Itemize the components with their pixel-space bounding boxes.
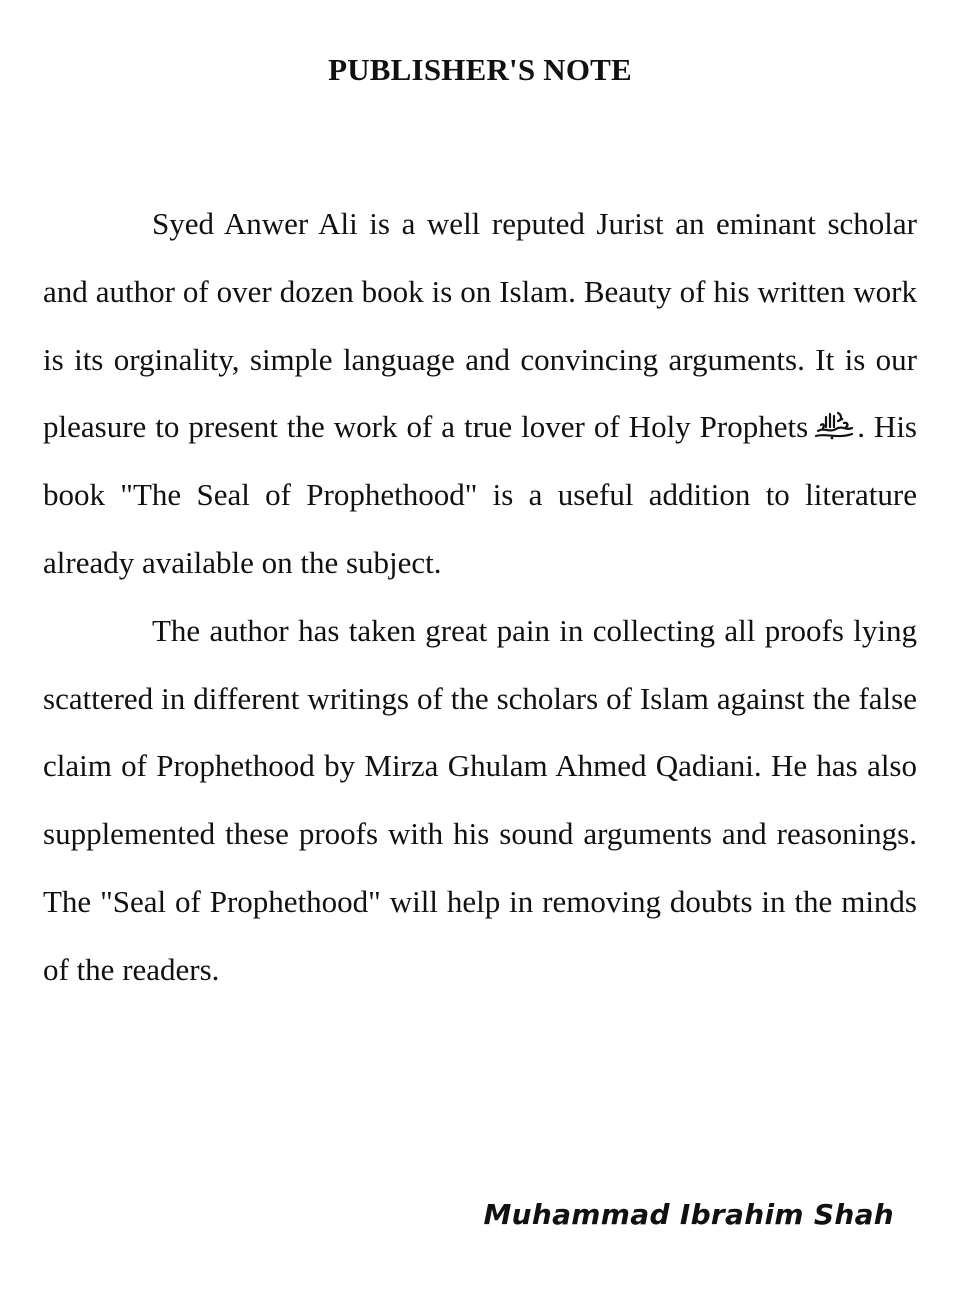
- paragraph-1-text-end: . His book "The Seal of Prophethood" is a useful addition to literature already available on the subject.: [43, 409, 917, 580]
- paragraph-2: The author has taken great pain in collecting all proofs lying scattered in different writings of the scholars of Islam against the false claim of Prophethood by Mirza Ghulam Ahmed Qadiani. He has also supplemented these proofs with his sound arguments and reasonings. The "Seal of Prophethood" will help in removing doubts in the minds of the readers.: [43, 612, 917, 987]
- signature: Muhammad Ibrahim Shah: [483, 1198, 894, 1231]
- note-body: [43, 190, 917, 1004]
- salawat-calligraphy-icon: [812, 411, 856, 441]
- paragraph-1: [43, 190, 917, 597]
- page-title: PUBLISHER'S NOTE: [328, 52, 632, 87]
- paragraph-1-text-start: Syed Anwer Ali is a well reputed Jurist an eminant scholar and author of over dozen book is on Islam. Beauty of his written work is its orginality, simple language and convincing arguments. It is our pleasure to present the work of a true lover of Holy Prophets: [43, 206, 917, 445]
